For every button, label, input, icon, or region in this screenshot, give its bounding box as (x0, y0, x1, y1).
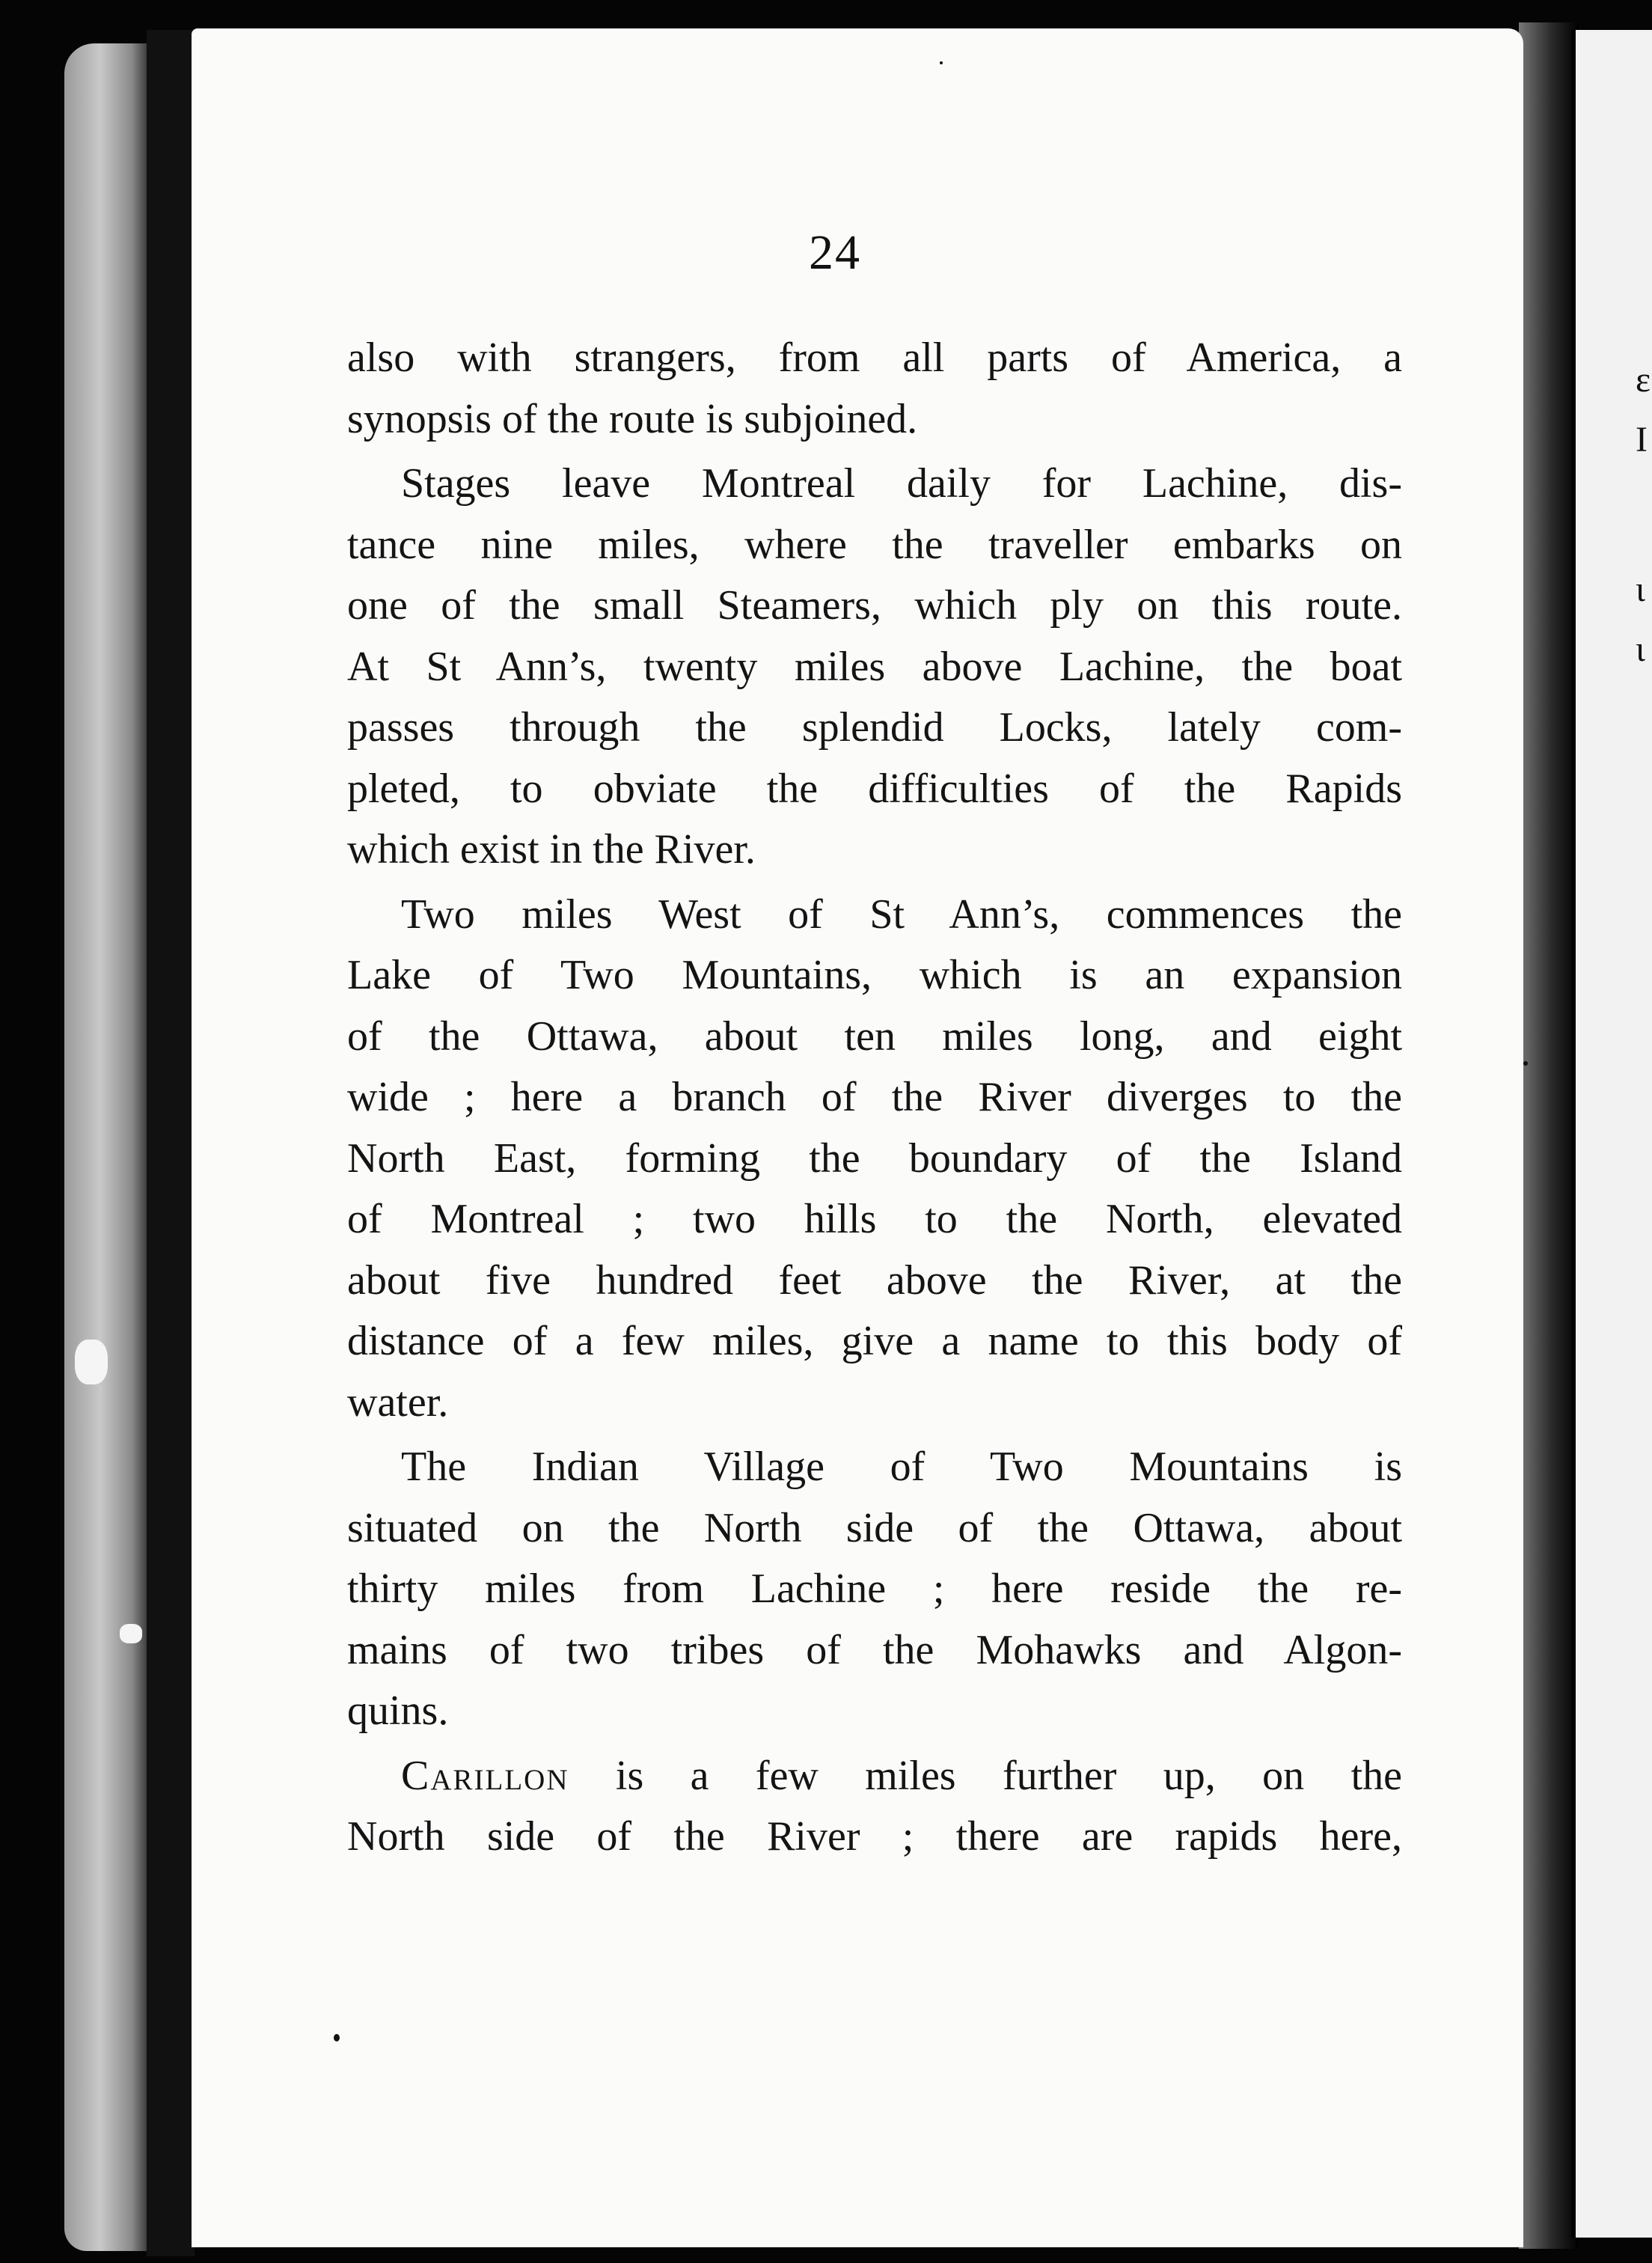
text-line: Lake of Two Mountains, which is an expansion (347, 952, 1402, 998)
text-line: also with strangers, from all parts of America, a (347, 335, 1402, 381)
paragraph (347, 453, 1402, 881)
paragraph (347, 885, 1402, 1434)
text-line: The Indian Village of Two Mountains is (401, 1444, 1402, 1490)
neighbor-glyph: ε (1636, 360, 1651, 400)
text-line: of the Ottawa, about ten miles long, and eight (347, 1013, 1402, 1060)
text-line: situated on the North side of the Ottawa, about (347, 1504, 1402, 1551)
body-text (347, 328, 1402, 1872)
neighbor-glyph: I (1636, 420, 1648, 459)
text-line: passes through the splendid Locks, lately com- (347, 704, 1402, 751)
text-line: quins. (347, 1688, 449, 1734)
text-line: tance nine miles, where the traveller embarks on (347, 521, 1402, 568)
text-run: is a few miles further up, on the (569, 1752, 1402, 1799)
neighbor-glyph: ɩ (1636, 569, 1645, 609)
text-line: synopsis of the route is subjoined. (347, 395, 918, 442)
scan-artifact (120, 1624, 142, 1643)
right-page-gutter (1519, 22, 1579, 2249)
book-page (192, 28, 1523, 2247)
text-line: Two miles West of St Ann’s, commences the (401, 891, 1402, 938)
paragraph (347, 1437, 1402, 1742)
text-line: which exist in the River. (347, 826, 756, 873)
text-line: thirty miles from Lachine ; here reside the re- (347, 1566, 1402, 1612)
text-line: one of the small Steamers, which ply on this route. (347, 582, 1402, 629)
text-line: water. (347, 1378, 449, 1426)
text-line: North East, forming the boundary of the Island (347, 1134, 1402, 1182)
text-line: Stages leave Montreal daily for Lachine, dis- (401, 460, 1402, 507)
text-line: about five hundred feet above the River, at the (347, 1256, 1402, 1304)
neighbor-page-fragment (1571, 30, 1652, 2238)
text-line: mains of two tribes of the Mohawks and Algon- (347, 1626, 1402, 1673)
text-line: North side of the River ; there are rapids here, (347, 1813, 1402, 1860)
page-number: 24 (809, 225, 861, 280)
text-line: of Montreal ; two hills to the North, elevated (347, 1196, 1402, 1242)
scan-artifact (75, 1340, 108, 1384)
text-line: distance of a few miles, give a name to this body of (347, 1318, 1402, 1364)
binding-shadow (147, 30, 195, 2256)
text-line: pleted, to obviate the difficulties of the Rapids (347, 765, 1402, 812)
text-line (347, 1746, 1402, 1807)
paragraph (347, 1746, 1402, 1868)
paragraph (347, 328, 1402, 450)
text-line: At St Ann’s, twenty miles above Lachine, the boat (347, 643, 1402, 690)
text-line: wide ; here a branch of the River diverges to the (347, 1074, 1402, 1120)
left-page-edge (64, 43, 154, 2251)
neighbor-glyph: ɩ (1636, 629, 1645, 669)
place-name-smallcaps: Carillon (401, 1752, 569, 1799)
